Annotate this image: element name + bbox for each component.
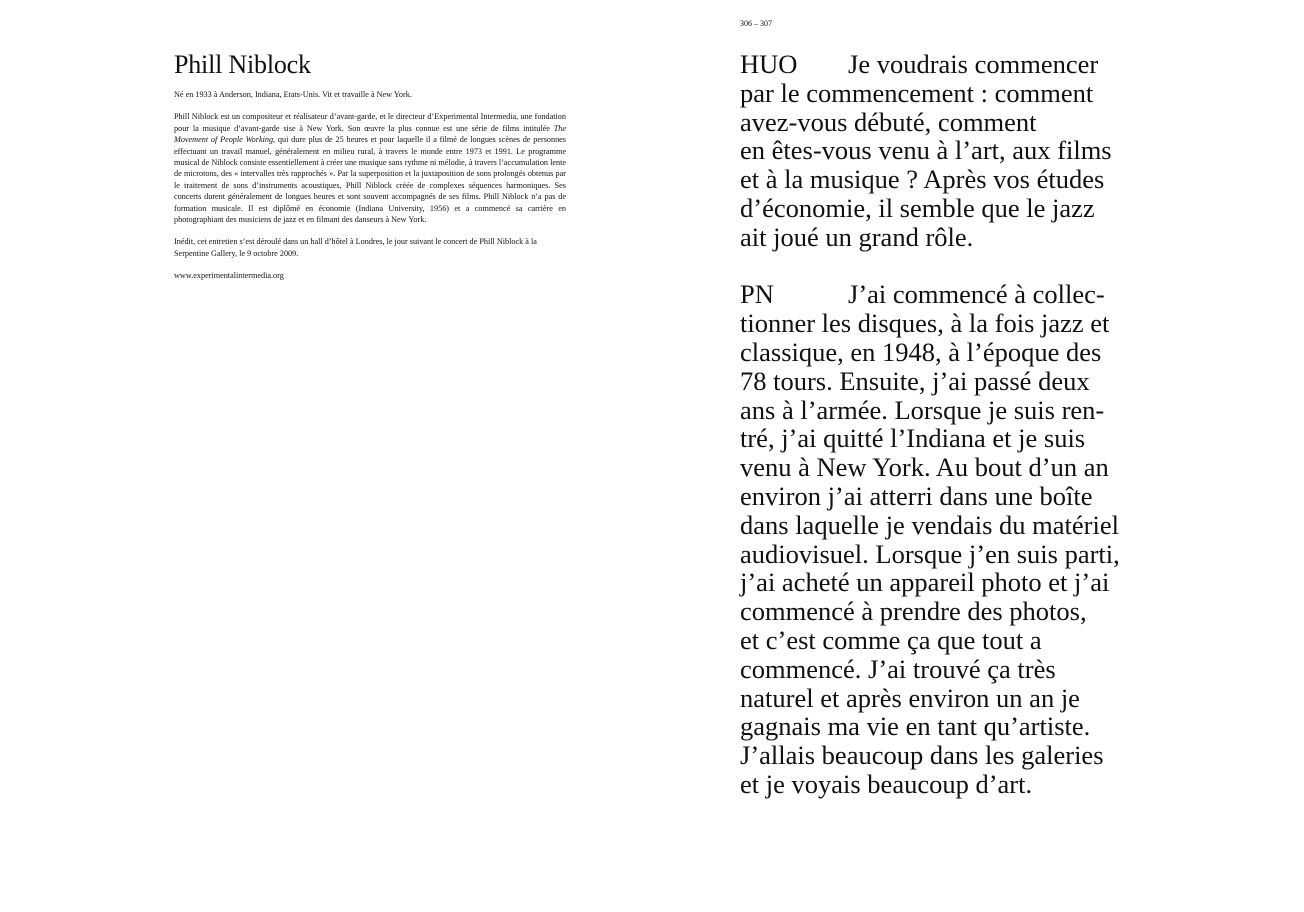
question-text: Je voudrais commencer par le commencement : comment avez-vous débuté, comment en êtes-vous venu à l’art, aux films et à la musique ? Après vos études d’économie, il semble que le jazz ait joué un grand rôle. (740, 49, 1112, 252)
bio-text-start: Phill Niblock est un compositeur et réalisateur d’avant-garde, et le directeur d’Experimental Intermedia, une fondation pour la musique d’avant-garde sise à New York. Son œuvre la plus connue est une série de films intitulée (174, 112, 566, 133)
answer-text: J’ai commencé à collec- tionner les disques, à la fois jazz et classique, en 1948, à l’époque des 78 tours. Ensuite, j’ai passé deux ans à l’armée. Lorsque je suis ren- tré, j’ai quitté l’Indiana et je suis venu à New York. Au bout d’un an environ j’ai atterri dans une boîte dans laquelle je vendais du matériel audiovisuel. Lorsque j’en suis parti, j’ai acheté un appareil photo et j’ai commencé à prendre des photos, et c’est comme ça que tout a commencé. J’ai trouvé ça très naturel et après environ un an je gagnais ma vie en tant qu’artiste. J’allais beaucoup dans les galeries et je voyais beaucoup d’art. (740, 279, 1120, 799)
interview-question (740, 50, 1140, 252)
film-title: The Movement of People Working (174, 123, 566, 145)
interview-note: Inédit, cet entretien s’est déroulé dans un hall d’hôtel à Londres, le jour suivant le concert de Phill Niblock à la Serpentine Gallery, le 9 octobre 2009. (174, 237, 537, 258)
left-page (174, 50, 566, 293)
bio-paragraph (174, 111, 566, 225)
speaker-pn: PN (740, 279, 774, 310)
website-link[interactable]: www.experimentalintermedia.org (174, 271, 284, 281)
page-numbers: 306 – 307 (740, 19, 772, 28)
right-page (740, 50, 1140, 828)
speaker-huo: HUO (740, 49, 798, 79)
bio-text-end: , qui dure plus de 25 heures et pour laquelle il a filmé de longues scènes de personnes effectuant un travail manuel, généralement en milieu rural, à travers le monde entre 1973 et 1991. Le programme musical de Niblock consiste essentiellement à créer une musique sans rythme ni mélodie, à travers l’accumulation lente de microtons, des « intervalles très rapprochés ». Par la superposition et la juxtaposition de sons prolongés obtenus par le traitement de sons d’instruments acoustiques, Phill Niblock créée de complexes séquences harmoniques. Ses concerts durent généralement de longues heures et sont souvent accompagnés de ses films. Phill Niblock n’a pas de formation musicale. Il est diplômé en économie (Indiana University, 1956) et a commencé sa carrière en photographiant des musiciens de jazz et en filmant des danseurs à New York. (174, 135, 566, 225)
interview-answer (740, 280, 1140, 798)
artist-name-title: Phill Niblock (174, 50, 311, 79)
bio-intro: Né en 1933 à Anderson, Indiana, Etats-Unis. Vit et travaille à New York. (174, 90, 412, 99)
